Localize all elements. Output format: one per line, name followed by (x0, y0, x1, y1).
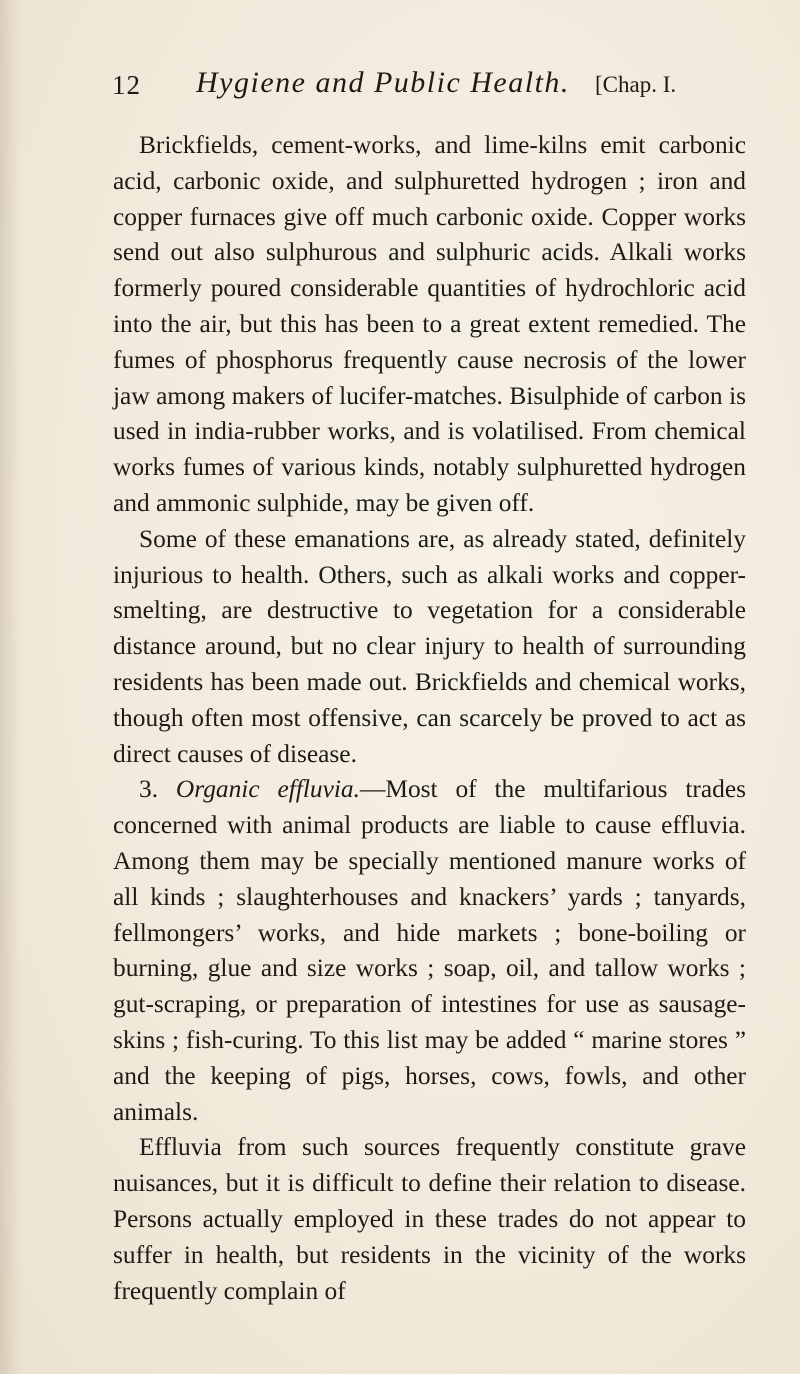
page-number: 12 (112, 70, 141, 100)
body-text (113, 128, 746, 1309)
running-head: Hygiene and Public Health. (196, 66, 570, 99)
paragraph-organic-effluvia (113, 772, 746, 1130)
chapter-reference: [Chap. I. (595, 72, 677, 97)
section-title: Organic effluvia. (175, 775, 360, 804)
page-header (0, 66, 800, 110)
paragraph: Effluvia from such sources frequently constitute grave nuisances, but it is difficult to define their relation to disease. Persons actually employed in these trades do not appear to suffer in health, but residents in the vicinity of the works frequently complain of (113, 1133, 746, 1305)
binding-shadow (0, 0, 22, 1374)
section-number: 3. (139, 775, 159, 804)
section-text: —Most of the multifarious trades concerned with animal products are liable to cause effluvia. Among them may be specially mentioned manure works of all kinds ; slaughterhouses and knackers’ yards ; tanyards, fellmongers’ works, and hide markets ; bone-boiling or burning, glue and size works ; soap, oil, and tallow works ; gut-scraping, or preparation of intestines for use as sausage-skins ; fish-curing. To this list may be added “ marine stores ” and the keeping of pigs, horses, cows, fowls, and other animals. (113, 775, 746, 1126)
paragraph: Some of these emanations are, as already stated, definitely injurious to health. Others, such as alkali works and copper-smelting, are destructive to vegetation for a considerable distance around, but no clear injury to health of surrounding residents has been made out. Brickfields and chemical works, though often most offensive, can scarcely be proved to act as direct causes of disease. (113, 524, 746, 768)
paragraph: Brickfields, cement-works, and lime-kilns emit carbonic acid, carbonic oxide, and sulphuretted hydrogen ; iron and copper furnaces give off much carbonic oxide. Copper works send out also sulphurous and sulphuric acids. Alkali works formerly poured considerable quantities of hydrochloric acid into the air, but this has been to a great extent remedied. The fumes of phosphorus frequently cause necrosis of the lower jaw among makers of lucifer-matches. Bisulphide of carbon is used in india-rubber works, and is volatilised. From chemical works fumes of various kinds, notably sulphuretted hydrogen and ammonic sulphide, may be given off. (113, 131, 746, 517)
